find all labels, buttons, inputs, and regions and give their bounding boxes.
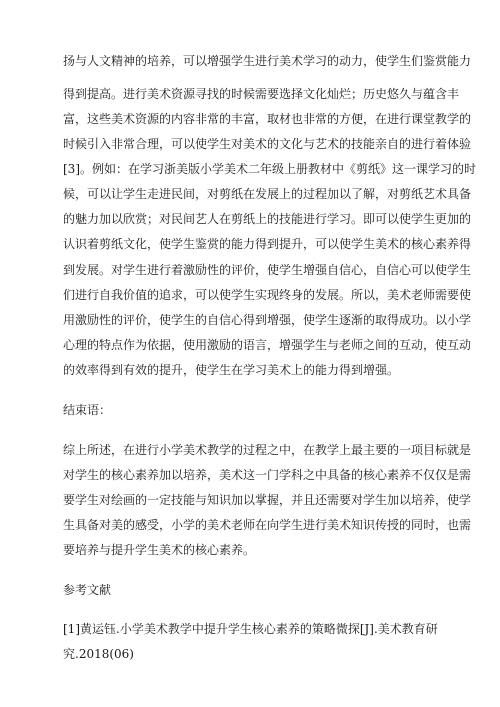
conclusion-line: 对学生的核心素养加以培养，美术这一门学科之中具备的核心素养不仅仅是需 (63, 468, 472, 482)
body-line: 扬与人文精神的培养，可以增强学生进行美术学习的动力，使学生们鉴赏能力 (63, 54, 472, 68)
body-line: 候，可以让学生走进民间，对剪纸在发展上的过程加以了解，对剪纸艺术具备 (63, 187, 472, 201)
body-line: 们进行自我价值的追求，可以使学生实现终身的发展。所以，美术老师需要使 (63, 288, 472, 302)
body-line: 认识着剪纸文化，使学生鉴赏的能力得到提升，可以使学生美术的核心素养得 (63, 237, 472, 251)
body-line: 用激励性的评价，使学生的自信心得到增强，使学生逐渐的取得成功。以小学 (63, 313, 472, 327)
body-line: 富，这些美术资源的内容非常的丰富，取材也非常的方便，在进行课堂教学的 (63, 112, 472, 126)
body-line: 心理的特点作为依据，使用激励的语言，增强学生与老师之间的互动，使互动 (63, 338, 472, 352)
conclusion-line-last: 要培养与提升学生美术的核心素养。 (63, 543, 256, 557)
conclusion-line: 综上所述，在进行小学美术教学的过程之中，在教学上最主要的一项目标就是 (63, 443, 472, 457)
body-line: 时候引入非常合理，可以使学生对美术的文化与艺术的技能亲自的进行着体验 (63, 137, 472, 151)
reference-item-line2: 究.2018(06) (63, 647, 134, 661)
body-line-last: 的效率得到有效的提升，使学生在学习美术上的能力得到增强。 (63, 363, 400, 377)
body-line: 到发展。对学生进行着激励性的评价，使学生增强自信心，自信心可以使学生 (63, 263, 472, 277)
body-line: 得到提高。进行美术资源寻找的时候需要选择文化灿烂；历史悠久与蕴含丰 (63, 87, 460, 101)
conclusion-line: 生具备对美的感受，小学的美术老师在向学生进行美术知识传授的同时，也需 (63, 518, 472, 532)
body-line: [3]。例如：在学习浙美版小学美术二年级上册教材中《剪纸》这一课学习的时 (63, 162, 477, 176)
reference-item-line1: [1]黄运钰.小学美术教学中提升学生核心素养的策略微探[J].美术教育研 (63, 622, 438, 636)
conclusion-line: 要学生对绘画的一定技能与知识加以掌握，并且还需要对学生加以培养，使学 (63, 493, 472, 507)
conclusion-heading: 结束语： (63, 403, 112, 417)
references-heading: 参考文献 (63, 583, 112, 597)
body-line: 的魅力加以欣赏；对民间艺人在剪纸上的技能进行学习。即可以使学生更加的 (63, 212, 472, 226)
